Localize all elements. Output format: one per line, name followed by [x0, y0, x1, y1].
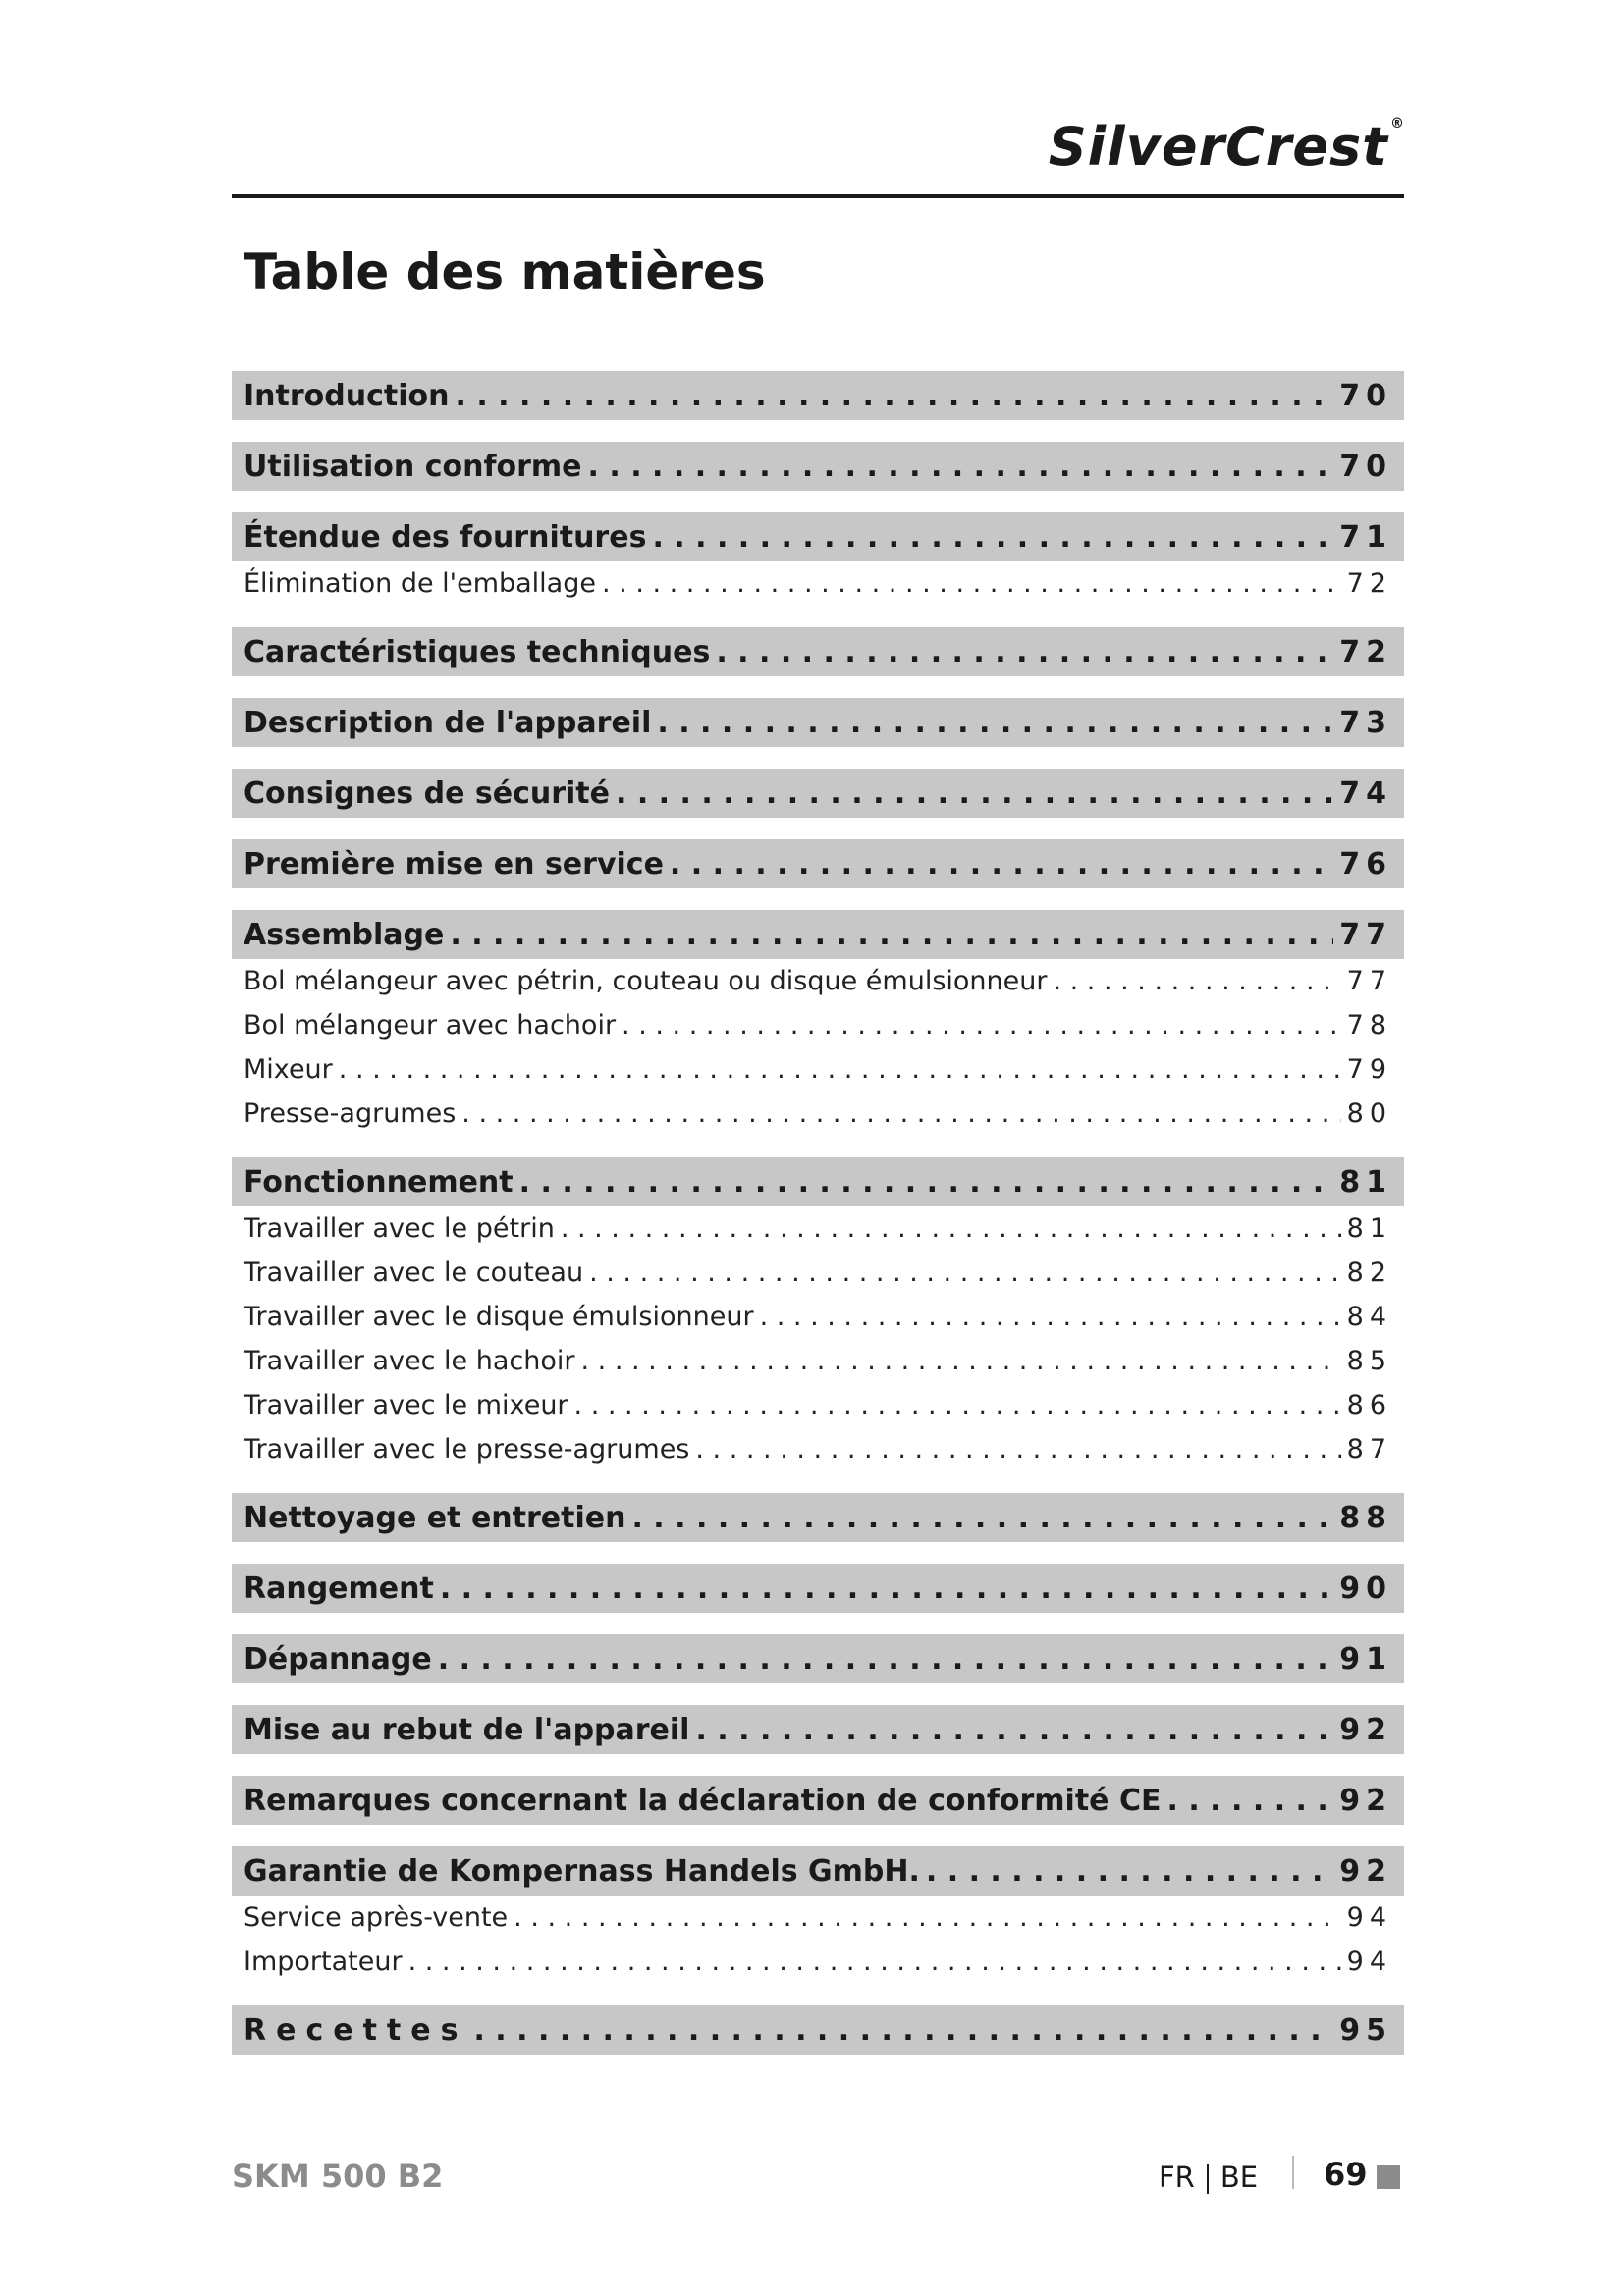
toc-entry-label: Importateur — [244, 1947, 403, 1977]
toc-leader-dots — [760, 1302, 1341, 1332]
toc-leader-dots — [589, 1257, 1341, 1288]
toc-subentry-travailler-disque[interactable] — [232, 1295, 1404, 1339]
toc-entry-page: 77 — [1339, 917, 1392, 952]
page-title: Table des matières — [244, 243, 766, 300]
toc-leader-dots — [438, 1642, 1334, 1677]
toc-entry-utilisation-conforme[interactable] — [232, 442, 1404, 491]
toc-leader-dots — [588, 450, 1334, 484]
footer-lang-separator — [1207, 2164, 1209, 2194]
registered-mark: ® — [1390, 116, 1405, 132]
toc-entry-page: 87 — [1346, 1434, 1392, 1465]
toc-entry-label: Fonctionnement — [244, 1164, 514, 1200]
toc-entry-rangement[interactable] — [232, 1564, 1404, 1613]
toc-entry-label: Remarques concernant la déclaration de conformité CE — [244, 1783, 1162, 1818]
toc-subentry-travailler-petrin[interactable] — [232, 1206, 1404, 1251]
toc-entry-depannage[interactable] — [232, 1634, 1404, 1683]
toc-entry-label: Service après-vente — [244, 1902, 509, 1933]
toc-entry-page: 79 — [1346, 1054, 1392, 1085]
toc-entry-label: Bol mélangeur avec pétrin, couteau ou disque émulsionneur — [244, 966, 1048, 996]
toc-entry-page: 95 — [1339, 2012, 1392, 2048]
toc-entry-page: 71 — [1339, 519, 1392, 555]
toc-entry-label: Première mise en service — [244, 846, 664, 881]
toc-entry-mise-au-rebut[interactable] — [232, 1705, 1404, 1754]
toc-entry-page: 73 — [1339, 705, 1392, 740]
toc-entry-label: Rangement — [244, 1571, 434, 1606]
toc-entry-page: 94 — [1346, 1947, 1392, 1977]
toc-entry-label: Dépannage — [244, 1641, 432, 1677]
toc-subentry-bol-hachoir[interactable] — [232, 1003, 1404, 1047]
toc-leader-dots — [631, 1501, 1333, 1535]
toc-leader-dots — [716, 635, 1333, 669]
toc-leader-dots — [455, 379, 1333, 413]
toc-entry-page: 88 — [1339, 1500, 1392, 1535]
toc-entry-page: 81 — [1339, 1164, 1392, 1200]
toc-subentry-service-apres-vente[interactable] — [232, 1896, 1404, 1940]
toc-leader-dots — [616, 776, 1333, 811]
toc-leader-dots — [657, 706, 1333, 740]
toc-entry-nettoyage-entretien[interactable] — [232, 1493, 1404, 1542]
toc-entry-label: Travailler avec le hachoir — [244, 1346, 575, 1376]
toc-entry-page: 81 — [1346, 1213, 1392, 1244]
toc-entry-consignes-securite[interactable] — [232, 769, 1404, 818]
toc-entry-page: 86 — [1346, 1390, 1392, 1420]
toc-leader-dots — [408, 1947, 1341, 1977]
toc-entry-page: 76 — [1339, 846, 1392, 881]
brand-name: SilverCrest — [1048, 116, 1388, 178]
footer-square-marker — [1377, 2165, 1400, 2189]
toc-entry-label: Introduction — [244, 378, 450, 413]
toc-subentry-bol-petrin[interactable] — [232, 959, 1404, 1003]
toc-entry-page: 70 — [1339, 449, 1392, 484]
toc-leader-dots — [670, 847, 1333, 881]
toc-entry-page: 92 — [1339, 1853, 1392, 1889]
toc-leader-dots — [695, 1713, 1333, 1747]
toc-leader-dots — [440, 1572, 1333, 1606]
toc-entry-label: Mixeur — [244, 1054, 333, 1085]
toc-subentry-presse-agrumes[interactable] — [232, 1092, 1404, 1136]
toc-entry-page: 82 — [1346, 1257, 1392, 1288]
footer-page-number: 69 — [1324, 2156, 1368, 2193]
toc-leader-dots — [461, 1098, 1340, 1129]
toc-leader-dots — [695, 1434, 1340, 1465]
toc-leader-dots — [1166, 1784, 1333, 1818]
header-rule — [232, 194, 1404, 198]
toc-entry-page: 84 — [1346, 1302, 1392, 1332]
toc-entry-page: 74 — [1339, 775, 1392, 811]
toc-subentry-travailler-couteau[interactable] — [232, 1251, 1404, 1295]
toc-entry-etendue-des-fournitures[interactable] — [232, 512, 1404, 561]
footer-model-number: SKM 500 B2 — [232, 2158, 444, 2195]
toc-entry-label: Travailler avec le disque émulsionneur — [244, 1302, 754, 1332]
toc-entry-caracteristiques-techniques[interactable] — [232, 627, 1404, 676]
toc-entry-assemblage[interactable] — [232, 910, 1404, 959]
toc-entry-label: Travailler avec le pétrin — [244, 1213, 555, 1244]
toc-entry-label: Consignes de sécurité — [244, 775, 610, 811]
toc-entry-page: 70 — [1339, 378, 1392, 413]
toc-entry-page: 78 — [1346, 1010, 1392, 1041]
toc-subentry-elimination-emballage[interactable] — [232, 561, 1404, 606]
toc-entry-page: 92 — [1339, 1783, 1392, 1818]
toc-entry-label: Travailler avec le mixeur — [244, 1390, 568, 1420]
toc-entry-label: Utilisation conforme — [244, 449, 582, 484]
toc-entry-page: 80 — [1346, 1098, 1392, 1129]
footer-lang-be: BE — [1219, 2161, 1259, 2194]
footer-language-codes — [1159, 2161, 1258, 2194]
toc-leader-dots — [514, 1902, 1340, 1933]
toc-entry-label: Recettes — [244, 2012, 468, 2048]
toc-entry-label: Mise au rebut de l'appareil — [244, 1712, 690, 1747]
toc-entry-label: Nettoyage et entretien — [244, 1500, 626, 1535]
toc-entry-page: 77 — [1346, 966, 1392, 996]
toc-leader-dots — [652, 520, 1333, 555]
toc-subentry-travailler-presse-agrumes[interactable] — [232, 1427, 1404, 1471]
toc-subentry-travailler-hachoir[interactable] — [232, 1339, 1404, 1383]
toc-entry-label: Travailler avec le couteau — [244, 1257, 584, 1288]
toc-leader-dots — [561, 1213, 1341, 1244]
toc-entry-page: 90 — [1339, 1571, 1392, 1606]
toc-entry-label: Bol mélangeur avec hachoir — [244, 1010, 617, 1041]
toc-entry-premiere-mise-en-service[interactable] — [232, 839, 1404, 888]
toc-entry-label: Description de l'appareil — [244, 705, 652, 740]
toc-entry-label: Caractéristiques techniques — [244, 634, 711, 669]
toc-entry-garantie[interactable] — [232, 1846, 1404, 1896]
toc-entry-label: Garantie de Kompernass Handels GmbH. — [244, 1853, 920, 1889]
toc-entry-recettes[interactable] — [232, 2005, 1404, 2055]
toc-subentry-mixeur[interactable] — [232, 1047, 1404, 1092]
toc-entry-label: Presse-agrumes — [244, 1098, 457, 1129]
table-of-contents — [232, 349, 1404, 2055]
toc-entry-page: 85 — [1346, 1346, 1392, 1376]
toc-entry-page: 91 — [1339, 1641, 1392, 1677]
toc-entry-declaration-conformite[interactable] — [232, 1776, 1404, 1825]
toc-subentry-travailler-mixeur[interactable] — [232, 1383, 1404, 1427]
toc-leader-dots — [450, 918, 1333, 952]
toc-leader-dots — [581, 1346, 1341, 1376]
toc-leader-dots — [926, 1854, 1333, 1889]
toc-entry-description-appareil[interactable] — [232, 698, 1404, 747]
toc-entry-page: 72 — [1346, 568, 1392, 599]
toc-entry-label: Étendue des fournitures — [244, 519, 647, 555]
toc-leader-dots — [1053, 966, 1340, 996]
toc-entry-page: 94 — [1346, 1902, 1392, 1933]
toc-entry-page: 92 — [1339, 1712, 1392, 1747]
toc-leader-dots — [473, 2013, 1333, 2048]
toc-entry-introduction[interactable] — [232, 371, 1404, 420]
toc-leader-dots — [602, 568, 1341, 599]
footer-divider — [1292, 2156, 1294, 2189]
toc-entry-label: Élimination de l'emballage — [244, 568, 596, 599]
toc-leader-dots — [519, 1165, 1334, 1200]
brand-logo — [1049, 116, 1405, 178]
footer-lang-fr: FR — [1159, 2161, 1195, 2194]
toc-entry-label: Assemblage — [244, 917, 445, 952]
toc-subentry-importateur[interactable] — [232, 1940, 1404, 1984]
toc-entry-page: 72 — [1339, 634, 1392, 669]
toc-entry-label: Travailler avec le presse-agrumes — [244, 1434, 690, 1465]
toc-leader-dots — [339, 1054, 1341, 1085]
toc-leader-dots — [574, 1390, 1341, 1420]
toc-entry-fonctionnement[interactable] — [232, 1157, 1404, 1206]
toc-leader-dots — [622, 1010, 1341, 1041]
